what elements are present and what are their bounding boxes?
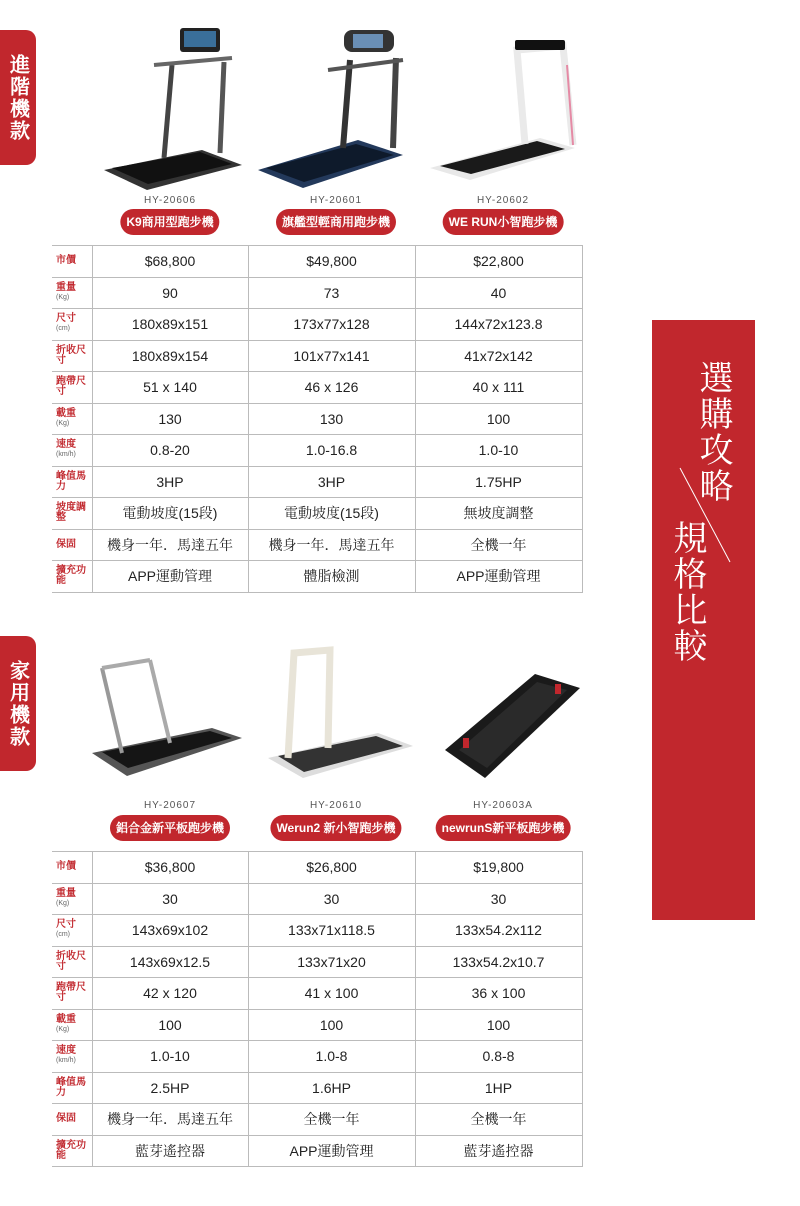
treadmill-image xyxy=(92,628,248,803)
row-label-text: 載重 xyxy=(56,1013,76,1025)
row-label xyxy=(52,277,92,309)
spec-cell: $19,800 xyxy=(415,852,582,884)
spec-cell: 130 xyxy=(92,403,248,435)
spec-cell: 100 xyxy=(415,403,582,435)
spec-cell: APP運動管理 xyxy=(248,1135,415,1167)
treadmill-image xyxy=(425,20,581,195)
spec-table-home xyxy=(52,851,583,1167)
spec-cell: 100 xyxy=(415,1009,582,1041)
spec-cell: $49,800 xyxy=(248,246,415,278)
product-name-badge[interactable]: WE RUN小智跑步機 xyxy=(443,209,564,235)
row-label-unit: (km/h) xyxy=(56,1057,76,1065)
row-label-text: 速度 xyxy=(56,439,76,451)
spec-cell: 機身一年．馬達五年 xyxy=(248,529,415,561)
row-label xyxy=(52,1072,92,1104)
spec-cell: 73 xyxy=(248,277,415,309)
row-label-unit: (Kg) xyxy=(56,419,70,427)
spec-cell: 1HP xyxy=(415,1072,582,1104)
spec-cell: 143x69x12.5 xyxy=(92,946,248,978)
spec-cell: $26,800 xyxy=(248,852,415,884)
row-label-text: 市價 xyxy=(56,255,76,267)
row-label xyxy=(52,529,92,561)
row-label-text: 折收尺寸 xyxy=(56,950,86,972)
row-label-text: 速度 xyxy=(56,1045,76,1057)
table-row xyxy=(52,498,582,530)
product-name-badge[interactable]: 鋁合金新平板跑步機 xyxy=(110,815,230,841)
product-card[interactable] xyxy=(92,20,248,240)
row-label-unit: (Kg) xyxy=(56,293,70,301)
spec-cell: 藍芽遙控器 xyxy=(92,1135,248,1167)
table-row xyxy=(52,1041,582,1073)
row-label-unit: (cm) xyxy=(56,931,70,939)
table-row xyxy=(52,277,582,309)
table-row xyxy=(52,246,582,278)
model-number: HY-20601 xyxy=(309,195,363,206)
spec-cell: APP運動管理 xyxy=(92,561,248,593)
treadmill-image xyxy=(258,20,414,195)
spec-cell: 173x77x128 xyxy=(248,309,415,341)
table-row xyxy=(52,883,582,915)
row-label-text: 跑帶尺寸 xyxy=(56,376,86,398)
spec-cell: 藍芽遙控器 xyxy=(415,1135,582,1167)
row-label-text: 擴充功能 xyxy=(56,565,86,587)
tab-advanced-models[interactable]: 進階機款 xyxy=(0,30,36,165)
spec-cell: 36 x 100 xyxy=(415,978,582,1010)
model-number: HY-20603A xyxy=(473,800,533,811)
spec-cell: 51 x 140 xyxy=(92,372,248,404)
model-number: HY-20607 xyxy=(143,800,197,811)
table-row xyxy=(52,309,582,341)
spec-cell: 1.75HP xyxy=(415,466,582,498)
spec-cell: 無坡度調整 xyxy=(415,498,582,530)
row-label-text: 保固 xyxy=(56,1113,76,1125)
table-row xyxy=(52,1009,582,1041)
spec-cell: 133x54.2x10.7 xyxy=(415,946,582,978)
row-label-text: 擴充功能 xyxy=(56,1139,86,1161)
row-label-unit: (Kg) xyxy=(56,1025,70,1033)
row-label-text: 坡度調整 xyxy=(56,502,86,524)
row-label-text: 尺寸 xyxy=(56,919,76,931)
spec-cell: 41 x 100 xyxy=(248,978,415,1010)
banner-title-1: 選購攻略 xyxy=(694,360,732,504)
row-label-text: 峰值馬力 xyxy=(56,470,86,492)
spec-cell: 130 xyxy=(248,403,415,435)
spec-cell: 30 xyxy=(92,883,248,915)
spec-cell: 180x89x154 xyxy=(92,340,248,372)
spec-cell: 41x72x142 xyxy=(415,340,582,372)
row-label xyxy=(52,915,92,947)
product-card[interactable] xyxy=(258,628,414,848)
row-label xyxy=(52,1009,92,1041)
row-label xyxy=(52,498,92,530)
product-card[interactable] xyxy=(425,20,581,240)
row-label xyxy=(52,883,92,915)
product-name-badge[interactable]: newrunS新平板跑步機 xyxy=(436,815,571,841)
spec-cell: 46 x 126 xyxy=(248,372,415,404)
spec-cell: 101x77x141 xyxy=(248,340,415,372)
row-label xyxy=(52,946,92,978)
table-row xyxy=(52,978,582,1010)
tab-home-models[interactable]: 家用機款 xyxy=(0,636,36,771)
row-label-text: 尺寸 xyxy=(56,313,76,325)
row-label-text: 載重 xyxy=(56,407,76,419)
spec-cell: 電動坡度(15段) xyxy=(92,498,248,530)
spec-cell: 全機一年 xyxy=(415,529,582,561)
spec-cell: 機身一年．馬達五年 xyxy=(92,1104,248,1136)
spec-cell: 1.0-8 xyxy=(248,1041,415,1073)
spec-cell: 100 xyxy=(92,1009,248,1041)
row-label-text: 保固 xyxy=(56,538,76,550)
product-name-badge[interactable]: 旗艦型輕商用跑步機 xyxy=(276,209,396,235)
model-number: HY-20602 xyxy=(476,195,530,206)
row-label xyxy=(52,466,92,498)
spec-cell: 143x69x102 xyxy=(92,915,248,947)
spec-cell: 40 x 111 xyxy=(415,372,582,404)
row-label-text: 重量 xyxy=(56,887,76,899)
row-label-text: 重量 xyxy=(56,281,76,293)
spec-table-advanced xyxy=(52,245,583,593)
table-row xyxy=(52,466,582,498)
table-row xyxy=(52,340,582,372)
table-row xyxy=(52,403,582,435)
spec-cell: 1.6HP xyxy=(248,1072,415,1104)
product-card[interactable] xyxy=(258,20,414,240)
row-label xyxy=(52,246,92,278)
table-row xyxy=(52,946,582,978)
model-number: HY-20610 xyxy=(309,800,363,811)
spec-cell: 3HP xyxy=(248,466,415,498)
spec-cell: 144x72x123.8 xyxy=(415,309,582,341)
row-label xyxy=(52,561,92,593)
spec-cell: 機身一年．馬達五年 xyxy=(92,529,248,561)
spec-cell: 100 xyxy=(248,1009,415,1041)
spec-cell: 0.8-20 xyxy=(92,435,248,467)
spec-cell: 3HP xyxy=(92,466,248,498)
table-row xyxy=(52,529,582,561)
banner-title-2: 規格比較 xyxy=(668,520,706,664)
spec-cell: $22,800 xyxy=(415,246,582,278)
spec-cell: 133x71x20 xyxy=(248,946,415,978)
spec-cell: 133x71x118.5 xyxy=(248,915,415,947)
treadmill-image xyxy=(92,20,248,195)
spec-cell: 30 xyxy=(415,883,582,915)
spec-cell: 180x89x151 xyxy=(92,309,248,341)
row-label-unit: (km/h) xyxy=(56,451,76,459)
table-row xyxy=(52,435,582,467)
product-card[interactable] xyxy=(92,628,248,848)
spec-cell: 1.0-16.8 xyxy=(248,435,415,467)
product-name-badge[interactable]: K9商用型跑步機 xyxy=(120,209,219,235)
treadmill-image xyxy=(425,628,581,803)
spec-cell: 1.0-10 xyxy=(92,1041,248,1073)
spec-cell: 電動坡度(15段) xyxy=(248,498,415,530)
row-label xyxy=(52,978,92,1010)
row-label-unit: (Kg) xyxy=(56,899,70,907)
spec-cell: APP運動管理 xyxy=(415,561,582,593)
row-label-text: 市價 xyxy=(56,861,76,873)
row-label xyxy=(52,372,92,404)
spec-cell: 90 xyxy=(92,277,248,309)
row-label-text: 峰值馬力 xyxy=(56,1076,86,1098)
treadmill-image xyxy=(258,628,414,803)
table-row xyxy=(52,852,582,884)
row-label xyxy=(52,340,92,372)
model-number: HY-20606 xyxy=(143,195,197,206)
row-label-text: 折收尺寸 xyxy=(56,344,86,366)
table-row xyxy=(52,372,582,404)
spec-cell: 0.8-8 xyxy=(415,1041,582,1073)
spec-cell: 體脂檢測 xyxy=(248,561,415,593)
row-label xyxy=(52,435,92,467)
spec-cell: 30 xyxy=(248,883,415,915)
spec-cell: 1.0-10 xyxy=(415,435,582,467)
table-row xyxy=(52,1104,582,1136)
product-card[interactable] xyxy=(425,628,581,848)
row-label xyxy=(52,1135,92,1167)
table-row xyxy=(52,915,582,947)
spec-cell: 2.5HP xyxy=(92,1072,248,1104)
spec-cell: 40 xyxy=(415,277,582,309)
spec-cell: 全機一年 xyxy=(248,1104,415,1136)
guide-banner xyxy=(652,320,755,920)
spec-cell: $36,800 xyxy=(92,852,248,884)
table-row xyxy=(52,1072,582,1104)
spec-cell: 42 x 120 xyxy=(92,978,248,1010)
row-label-unit: (cm) xyxy=(56,325,70,333)
spec-cell: $68,800 xyxy=(92,246,248,278)
spec-cell: 133x54.2x112 xyxy=(415,915,582,947)
table-row xyxy=(52,561,582,593)
row-label xyxy=(52,852,92,884)
spec-cell: 全機一年 xyxy=(415,1104,582,1136)
table-row xyxy=(52,1135,582,1167)
row-label xyxy=(52,1041,92,1073)
row-label xyxy=(52,1104,92,1136)
product-name-badge[interactable]: Werun2 新小智跑步機 xyxy=(270,815,401,841)
row-label xyxy=(52,403,92,435)
row-label-text: 跑帶尺寸 xyxy=(56,982,86,1004)
row-label xyxy=(52,309,92,341)
